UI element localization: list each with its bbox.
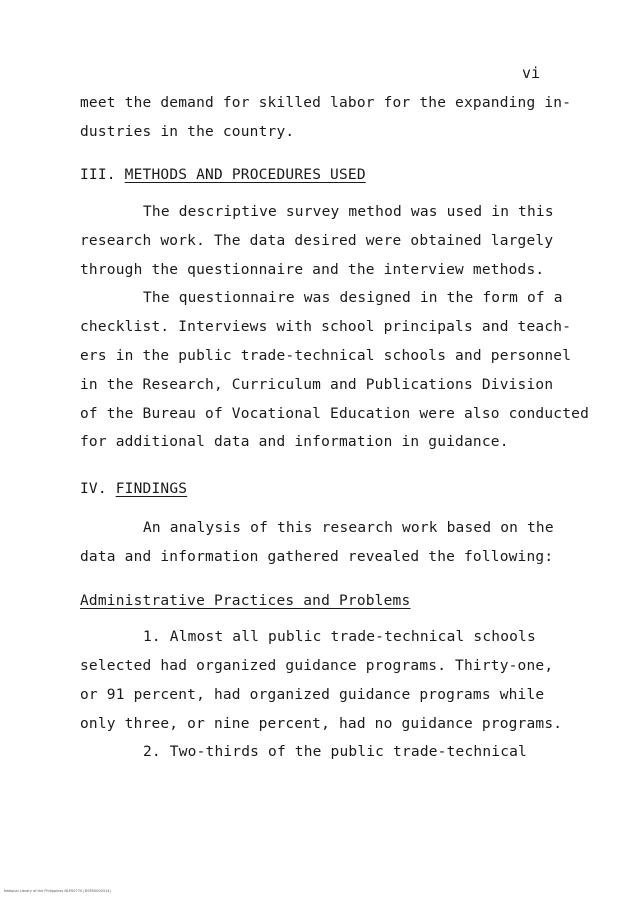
section-title: METHODS AND PROCEDURES USED	[124, 167, 366, 183]
paragraph-line: for additional data and information in guidance.	[80, 434, 509, 450]
paragraph-line: The descriptive survey method was used in this	[143, 204, 554, 220]
section-title: FINDINGS	[115, 481, 188, 497]
paragraph-line: The questionnaire was designed in the form of a	[143, 290, 563, 306]
paragraph-line: of the Bureau of Vocational Education were also conducted	[80, 406, 589, 422]
subheading	[80, 592, 410, 610]
finding-line: or 91 percent, had organized guidance programs while	[80, 687, 545, 703]
section-heading-findings	[80, 480, 187, 498]
paragraph-line: data and information gathered revealed the following:	[80, 549, 554, 565]
section-numeral: IV.	[80, 481, 107, 497]
body-line: meet the demand for skilled labor for the expanding in-	[80, 95, 572, 111]
paragraph-line: research work. The data desired were obtained largely	[80, 233, 554, 249]
subheading-label: Administrative Practices and Problems	[80, 593, 411, 609]
paragraph-line: in the Research, Curriculum and Publications Division	[80, 377, 554, 393]
paragraph-line: An analysis of this research work based on the	[143, 520, 554, 536]
body-line: dustries in the country.	[80, 124, 295, 140]
finding-line: only three, or nine percent, had no guidance programs.	[80, 716, 563, 732]
finding-line: selected had organized guidance programs. Thirty-one,	[80, 658, 554, 674]
scan-footer: National Library of the Philippines NLP00770 (DSP00000314)	[4, 889, 111, 893]
page-number: vi	[522, 64, 541, 82]
paragraph-line: checklist. Interviews with school principals and teach-	[80, 319, 572, 335]
section-heading-methods	[80, 166, 366, 184]
paragraph-line: through the questionnaire and the interview methods.	[80, 262, 545, 278]
finding-line: 2. Two-thirds of the public trade-technical	[143, 744, 527, 760]
paragraph-line: ers in the public trade-technical schools and personnel	[80, 348, 572, 364]
finding-line: 1. Almost all public trade-technical schools	[143, 629, 536, 645]
section-numeral: III.	[80, 167, 116, 183]
